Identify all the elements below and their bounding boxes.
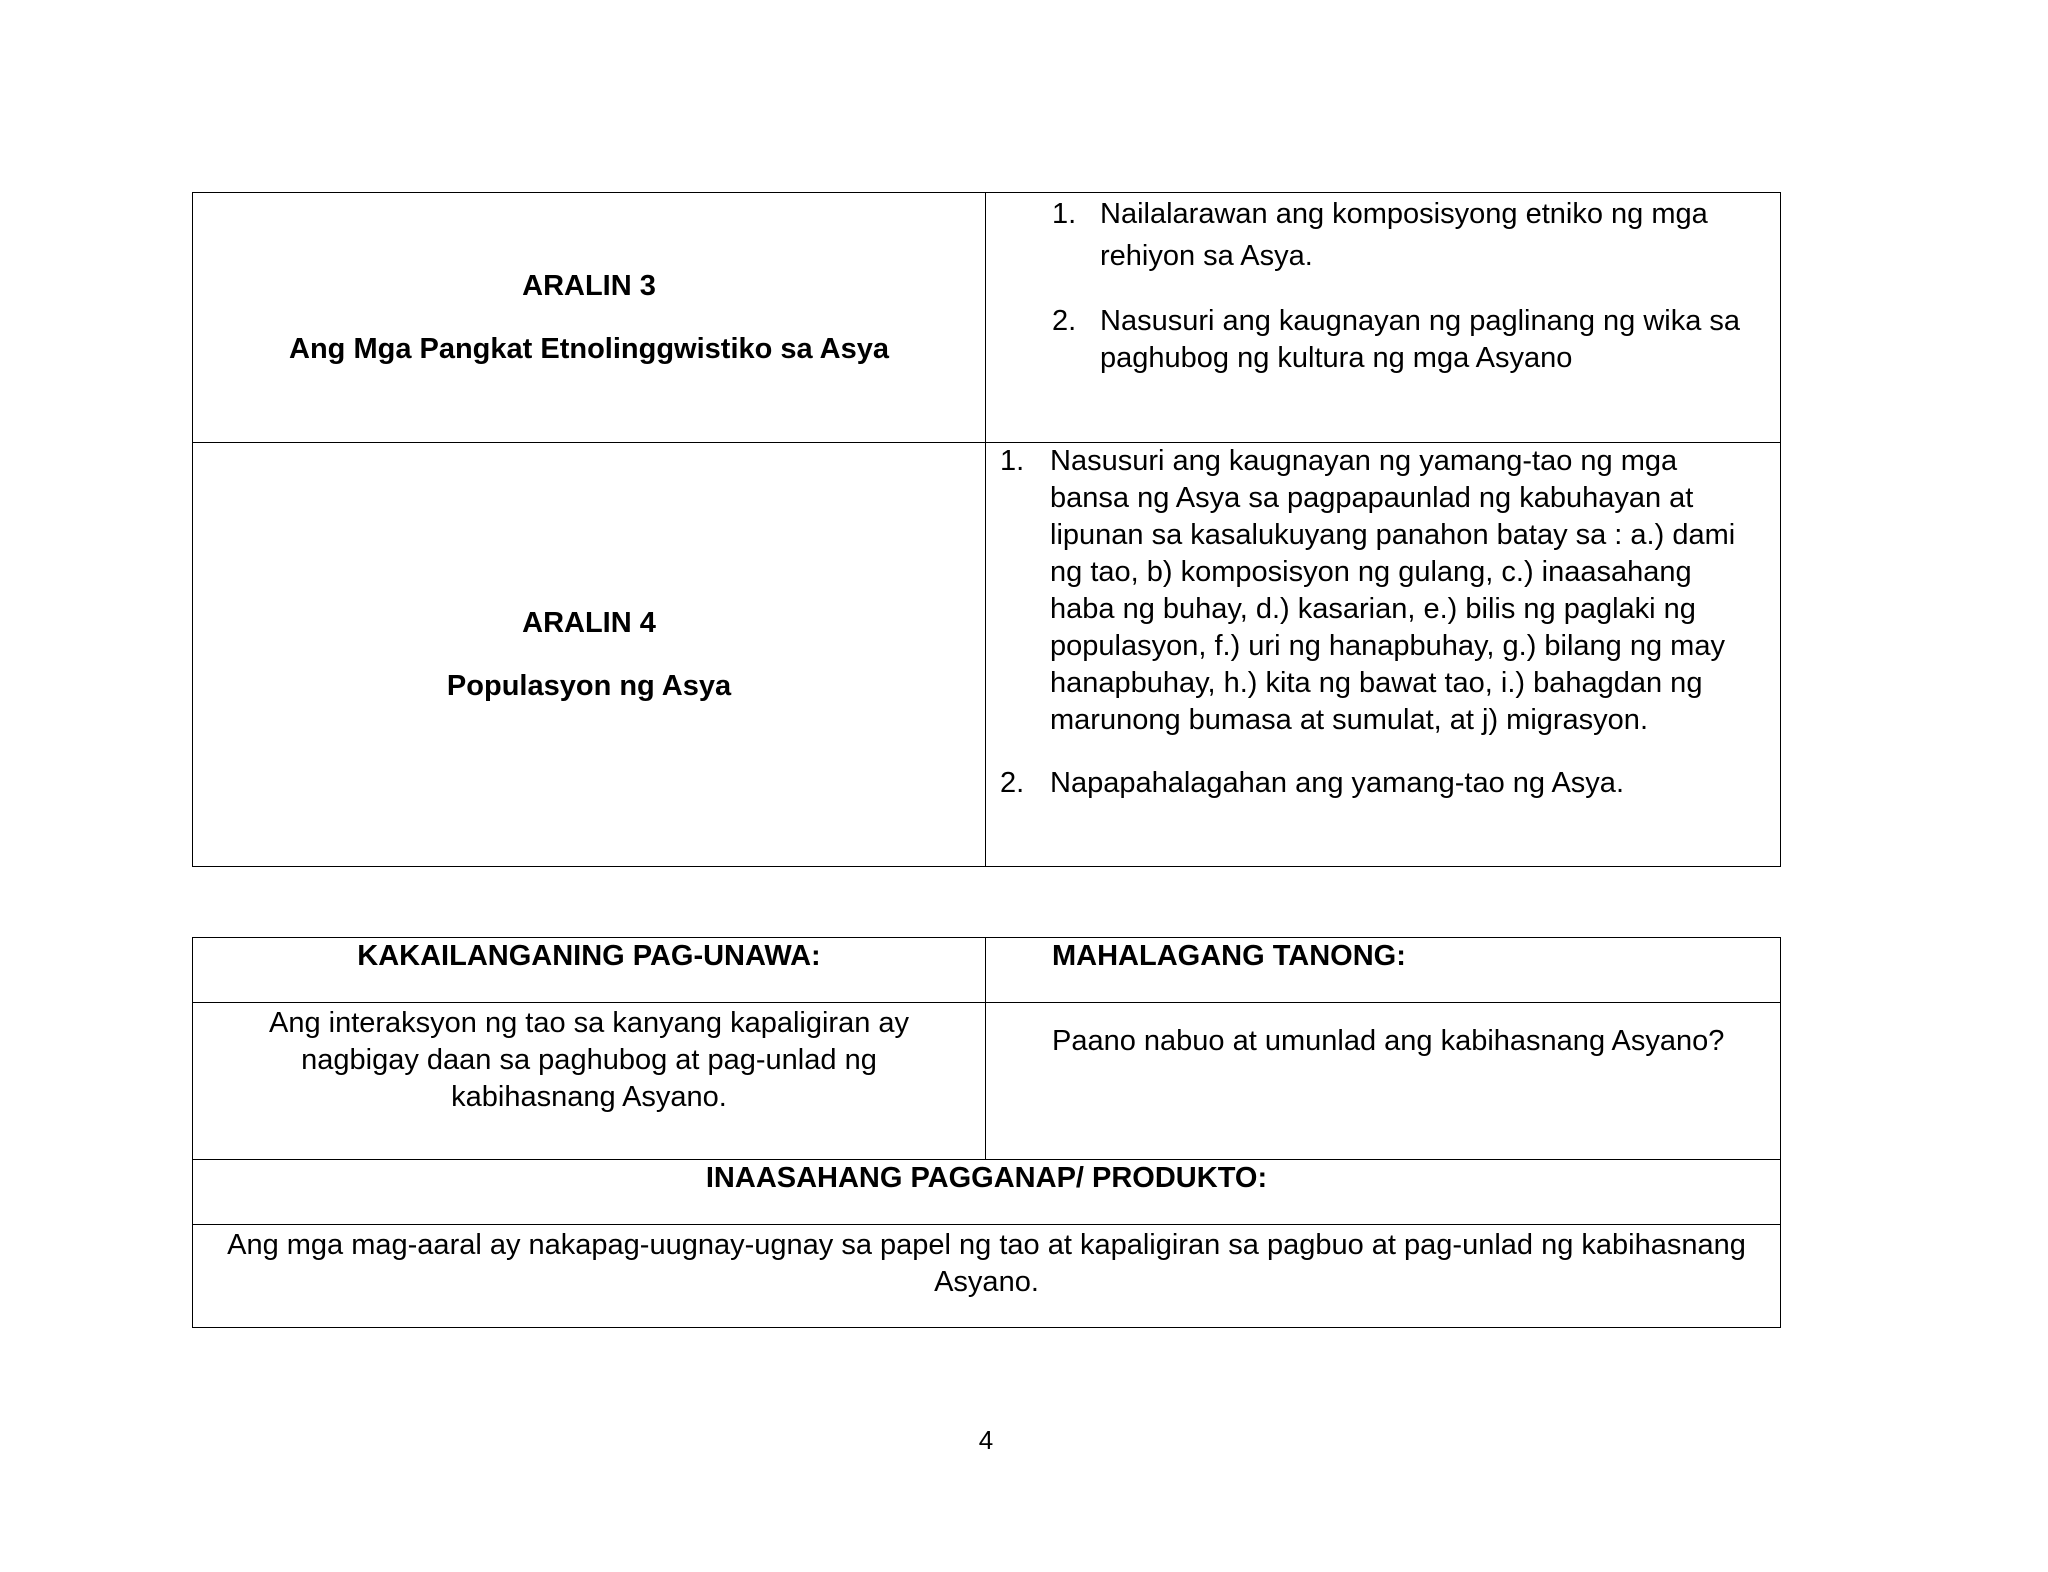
objective-number: 1. [1052,198,1077,230]
performance-header-row [193,1160,1781,1225]
objective-text: Nailalarawan ang komposisyong etniko ng mga rehiyon sa Asya. [1100,198,1708,272]
objectives-cell [986,193,1781,443]
objective-text: Napapahalagahan ang yamang-tao ng Asya. [1050,767,1624,799]
objective-item [1000,443,1764,739]
question-header [986,938,1781,1003]
objective-text: Nasusuri ang kaugnayan ng yamang-tao ng mga bansa ng Asya sa pagpapaunlad ng kabuhayan at lipunan sa kasalukuyang panahon batay sa : a.) dami ng tao, b) komposisyon ng gulang, c.) inaasahang haba ng buhay, d.) kasarian, e.) bilis ng paglaki ng populasyon, f.) uri ng hanapbuhay, g.) bilang ng may hanapbuhay, h.) kita ng bawat tao, i.) bahagdan ng marunong bumasa at sumulat, at j) migrasyon. [1050,445,1736,736]
objective-item [1052,193,1764,277]
understanding-text: Ang interaksyon ng tao sa kanyang kapaligiran ay nagbigay daan sa paghubog at pag-unlad ng kabihasnang Asyano. [193,1003,986,1160]
performance-row [193,1225,1781,1328]
objective-item [1000,765,1764,802]
objective-item [1052,303,1764,377]
question-text: Paano nabuo at umunlad ang kabihasnang Asyano? [986,1003,1781,1160]
objective-number: 1. [1000,445,1025,477]
lesson-row [193,193,1781,443]
performance-text: Ang mga mag-aaral ay nakapag-uugnay-ugnay sa papel ng tao at kapaligiran sa pagbuo at pag-unlad ng kabihasnang Asyano. [193,1225,1781,1328]
lesson-row [193,443,1781,867]
objectives-cell [986,443,1781,867]
objective-number: 2. [1000,767,1025,799]
objectives-list [1052,193,1764,377]
lesson-title-cell [193,443,986,867]
lessons-table [192,192,1781,867]
understanding-header [193,938,986,1003]
understanding-header-text: KAKAILANGANING PAG-UNAWA: [357,940,821,972]
understanding-table [192,937,1781,1328]
header-row [193,938,1781,1003]
lesson-number: ARALIN 3 [522,269,656,302]
lesson-title-cell [193,193,986,443]
objective-number: 2. [1052,305,1077,337]
lesson-title: Ang Mga Pangkat Etnolinggwistiko sa Asya [289,332,889,365]
lesson-number: ARALIN 4 [522,606,656,639]
lesson-title: Populasyon ng Asya [446,669,732,702]
content-row [193,1003,1781,1160]
performance-header: INAASAHANG PAGGANAP/ PRODUKTO: [193,1160,1781,1225]
objective-text: Nasusuri ang kaugnayan ng paglinang ng wika sa paghubog ng kultura ng mga Asyano [1100,305,1741,374]
page-number: 4 [978,1425,994,1455]
objectives-list [1000,443,1764,802]
question-header-text: MAHALAGANG TANONG: [1052,940,1406,972]
